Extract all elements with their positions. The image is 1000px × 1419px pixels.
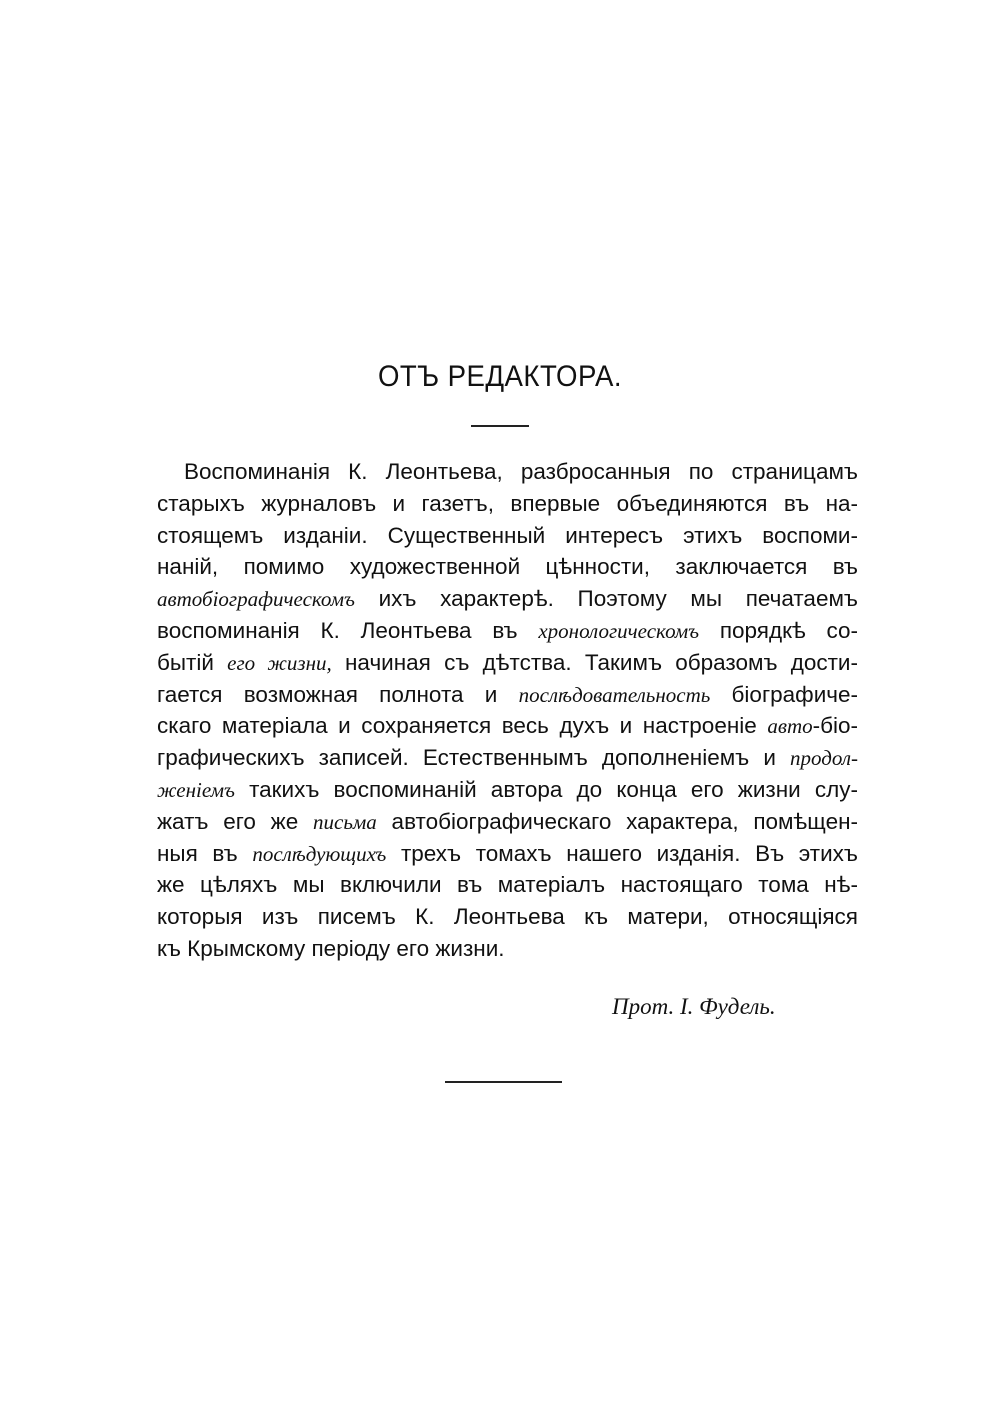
text-segment: наній, помимо художественной цѣнности, заключается въ <box>157 554 858 580</box>
text-segment: же цѣляхъ мы включили въ матеріалъ настоящаго тома нѣ- <box>157 872 858 898</box>
text-segment: гается возможная полнота и <box>157 681 519 707</box>
italic-text: послѣдующихъ <box>252 841 387 866</box>
text-line <box>157 869 858 901</box>
text-line <box>157 488 858 520</box>
editor-note-paragraph <box>157 456 858 965</box>
text-segment: начиная съ дѣтства. Такимъ образомъ дости- <box>331 649 858 675</box>
text-segment: жатъ его же <box>157 808 314 834</box>
italic-text: хронологическомъ <box>538 618 700 643</box>
text-line <box>157 647 858 679</box>
text-segment: которыя изъ писемъ К. Леонтьева къ матери, относящіяся <box>157 904 858 930</box>
title-divider <box>471 425 529 427</box>
text-segment: порядкѣ со- <box>699 617 858 643</box>
text-segment: біографиче- <box>710 681 858 707</box>
text-segment: ныя въ <box>157 840 253 866</box>
text-segment: такихъ воспоминаній автора до конца его жизни слу- <box>234 776 858 802</box>
italic-text: автобіографическомъ <box>157 587 355 612</box>
text-line <box>157 583 858 615</box>
text-segment: воспоминанія К. Леонтьева въ <box>157 617 539 643</box>
signature: Прот. I. Фудель. <box>612 994 776 1019</box>
text-line <box>157 551 858 583</box>
italic-text: его жизни, <box>227 650 332 675</box>
text-segment: къ Крымскому періоду его жизни. <box>157 935 505 961</box>
text-line <box>157 806 858 838</box>
italic-text: продол- <box>790 746 858 771</box>
text-line <box>157 456 858 488</box>
page-title: ОТЪ РЕДАКТОРА. <box>377 360 623 393</box>
text-line <box>157 742 858 774</box>
text-line <box>157 710 858 742</box>
text-segment: графическихъ записей. Естественнымъ дополненіемъ и <box>157 745 791 771</box>
italic-text: послѣдовательность <box>518 682 711 707</box>
text-segment: стоящемъ изданіи. Существенный интересъ этихъ воспоми- <box>157 522 858 548</box>
italic-text: письма <box>313 809 377 834</box>
text-line <box>157 838 858 870</box>
closing-divider <box>445 1081 562 1083</box>
text-line <box>157 679 858 711</box>
italic-text: женіемъ <box>157 777 235 802</box>
text-segment: трехъ томахъ нашего изданія. Въ этихъ <box>386 840 858 866</box>
text-segment: ихъ характерѣ. Поэтому мы печатаемъ <box>354 586 858 612</box>
text-line <box>157 615 858 647</box>
text-line <box>157 520 858 552</box>
text-line <box>157 933 858 965</box>
text-line <box>157 901 858 933</box>
text-segment: скаго матеріала и сохраняется весь духъ и настроеніе <box>157 713 768 739</box>
text-segment: -біо- <box>812 713 858 739</box>
text-segment: Воспоминанія К. Леонтьева, разбросанныя по страницамъ <box>184 459 858 484</box>
text-line <box>157 774 858 806</box>
text-segment: старыхъ журналовъ и газетъ, впервые объединяются въ на- <box>157 490 858 516</box>
text-segment: бытій <box>157 649 228 675</box>
text-segment: автобіографическаго характера, помѣщен- <box>376 808 858 834</box>
italic-text: авто <box>767 714 813 739</box>
